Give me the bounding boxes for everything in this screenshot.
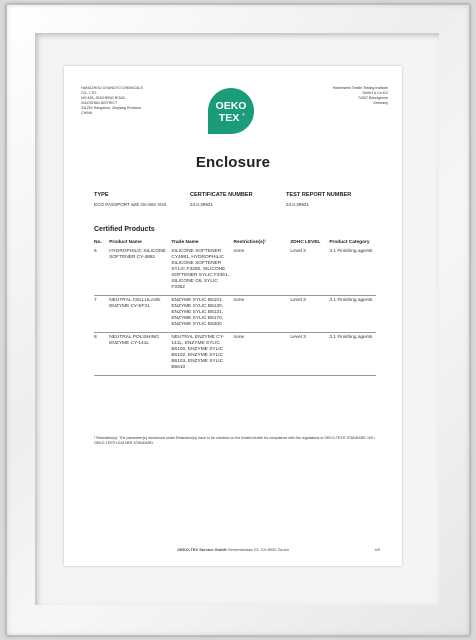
cell-trade-name: ENZYME SYLIC B6101, ENZYME SYLIC B6130, ENZYME SYLIC B6131, ENZYME SYLIC B6170, ENZYME SYLIC B6200 xyxy=(171,296,233,333)
page-title: Enclosure xyxy=(195,154,271,171)
cell-zdhc-level: Level 3 xyxy=(290,296,329,333)
issuer-address-line: 311202 Hangzhou, Zhejiang Province, xyxy=(81,106,142,110)
restrictions-footnote: ¹ Restriction(s): The parameter(s) mentioned under Restriction(s) have to be checked on the treated textile for compliance with the regulations of OEKO-TEX® STANDARD 100 / OEKO-TEX® LEATHER STANDARD. xyxy=(94,436,375,445)
header-trade-name: Trade Name xyxy=(171,240,199,245)
cell-product-category: 3.1 Finishing agents xyxy=(329,247,376,296)
certificate-number-value: 24.0.38921 xyxy=(190,202,213,207)
issuer-address-line: XIAOSHAN DISTRICT xyxy=(81,101,118,105)
issuer-address-line: CHINA xyxy=(81,111,93,115)
type-value: ECO PASSPORT with On-Site Visit xyxy=(94,202,166,207)
institute-address-line: GmbH & Co.KG xyxy=(362,91,388,95)
test-report-block xyxy=(286,192,351,207)
header-no: No. xyxy=(94,240,102,245)
cell-zdhc-level: Level 3 xyxy=(290,247,329,296)
institute-address-line: Germany xyxy=(373,101,388,105)
logo-text-tex: TEX xyxy=(218,112,240,124)
cell-trade-name: SILICONE SOFTENER CY4881, HYDROPHILIC SILICONE SOFTENER SYLIC F3250, SILICONE SOFTENER SYLIC F3351, SILICONE OIL SYLIC F3352 xyxy=(171,247,233,296)
cell-restrictions: none xyxy=(234,247,291,296)
type-label: TYPE xyxy=(94,192,109,198)
table-row xyxy=(94,296,376,333)
header-product-name: Product Name xyxy=(109,240,142,245)
cell-product-name: NEUTRAL CELLULASE ENZYME CY-EF21 xyxy=(109,296,171,333)
issuer-address xyxy=(81,86,191,116)
cell-product-category: 3.1 Finishing agents xyxy=(329,333,376,376)
table-row xyxy=(94,247,376,296)
cell-restrictions: none xyxy=(234,296,291,333)
institute-address-line: 74357 Bönnigheim xyxy=(358,96,388,100)
issuer-address-line: HANGZHOU CHUNGYO CHEMICALS xyxy=(81,86,143,90)
header-product-category: Product Category xyxy=(329,240,370,245)
footer-address: Genferstrasse 23, CH-8002 Zurich xyxy=(227,547,289,552)
issuer-address-line: CO., LTD. xyxy=(81,91,97,95)
cell-trade-name: NEUTRAL ENZYME CY-141L, ENZYME SYLIC B6100, ENZYME SYLIC B6102, ENZYME SYLIC B6103, ENZYME SYLIC B6610 xyxy=(171,333,233,376)
table-row xyxy=(94,333,376,376)
logo-registered-mark: ® xyxy=(242,112,245,117)
test-report-label: TEST REPORT NUMBER xyxy=(286,192,352,198)
certificate-number-label: CERTIFICATE NUMBER xyxy=(190,192,253,198)
logo-text-oeko: OEKO xyxy=(215,100,247,112)
header-restrictions: Restriction(s)¹ xyxy=(233,240,267,245)
certified-products-table xyxy=(94,240,376,376)
institute-address-line: Hohenstein Textile Testing Institute xyxy=(332,86,388,90)
oeko-tex-logo xyxy=(208,88,254,134)
cell-no: 7 xyxy=(94,296,109,333)
page-footer xyxy=(64,547,402,552)
cell-no: 8 xyxy=(94,333,109,376)
section-title: Certified Products xyxy=(94,226,155,233)
cell-product-category: 3.1 Finishing agents xyxy=(329,296,376,333)
cell-product-name: HYDROPHILIC SILICONE SOFTENER CY-4881 xyxy=(109,247,171,296)
certificate-page xyxy=(64,66,402,566)
cell-zdhc-level: Level 3 xyxy=(290,333,329,376)
type-block xyxy=(94,192,166,207)
certificate-number-block xyxy=(190,192,253,207)
header-zdhc-level: ZDHC LEVEL xyxy=(290,240,321,245)
page-number: 4/9 xyxy=(374,547,380,552)
test-report-value: 24.0.38921 xyxy=(286,202,309,207)
cell-restrictions: none xyxy=(234,333,291,376)
institute-address xyxy=(278,86,388,106)
footer-company: OEKO-TEX Service GmbH xyxy=(177,547,227,552)
cell-no: 6 xyxy=(94,247,109,296)
issuer-address-line: NO.428, JINCHENG ROAD xyxy=(81,96,126,100)
cell-product-name: NEUTRAL POLISHING ENZYME CY-141L xyxy=(109,333,171,376)
table-header-row xyxy=(94,240,376,247)
